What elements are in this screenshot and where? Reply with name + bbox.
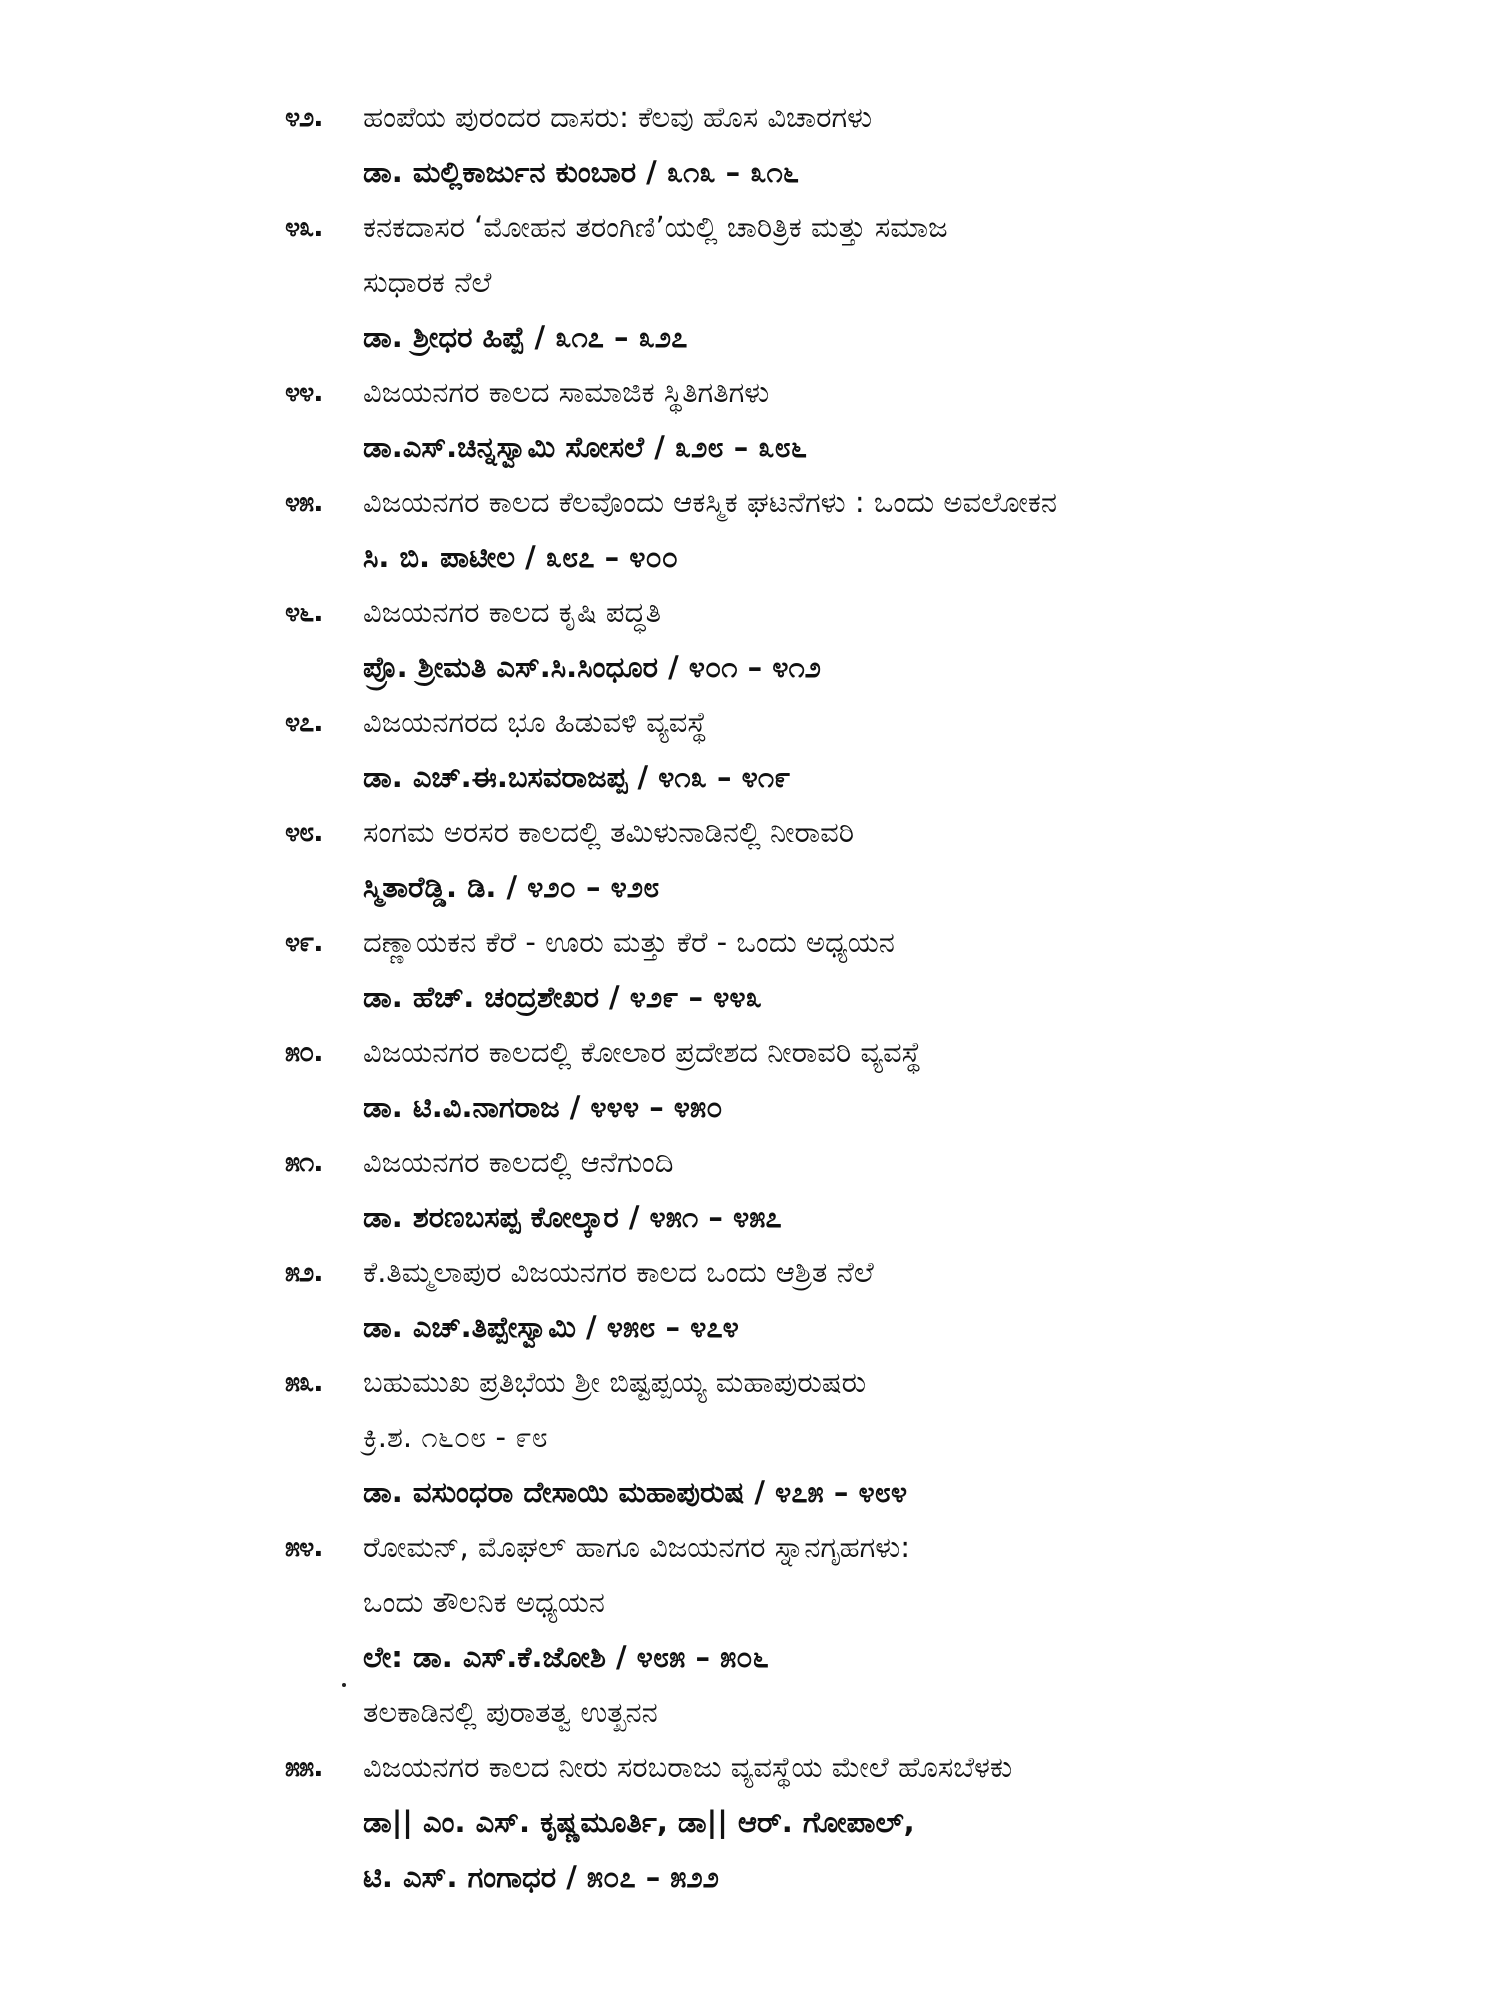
entry-title-line: ವಿಜಯನಗರ ಕಾಲದ ಕೆಲವೊಂದು ಆಕಸ್ಮಿಕ ಘಟನೆಗಳು : ಒಂದು ಅವಲೋಕನ <box>363 485 1058 519</box>
entry-number: ೫೨. <box>285 1257 323 1288</box>
contents-entry <box>285 475 1335 585</box>
entry-number: ೪೨. <box>285 102 323 133</box>
stray-ink-mark <box>342 1683 346 1687</box>
entry-title-line: ಒಂದು ತೌಲನಿಕ ಅಧ್ಯಯನ <box>363 1585 605 1619</box>
entry-author-pages: ಸಿ. ಬಿ. ಪಾಟೀಲ / ೩೮೭ – ೪೦೦ <box>363 540 678 574</box>
entry-title-line: ಕನಕದಾಸರ ‘ಮೋಹನ ತರಂಗಿಣಿ’ಯಲ್ಲಿ ಚಾರಿತ್ರಿಕ ಮತ್ತು ಸಮಾಜ <box>363 210 948 244</box>
entry-title-line: ರೋಮನ್, ಮೊಘಲ್ ಹಾಗೂ ವಿಜಯನಗರ ಸ್ನಾನಗೃಹಗಳು: <box>363 1530 911 1564</box>
entry-author-pages: ಡಾ. ಎಚ್.ತಿಪ್ಪೇಸ್ವಾಮಿ / ೪೫೮ – ೪೭೪ <box>363 1310 739 1344</box>
entry-number: ೫೦. <box>285 1037 323 1068</box>
entry-title-line: ವಿಜಯನಗರ ಕಾಲದ ನೀರು ಸರಬರಾಜು ವ್ಯವಸ್ಥೆಯ ಮೇಲೆ ಹೊಸಬೆಳಕು <box>363 1750 1013 1784</box>
entry-title-line: ಸಂಗಮ ಅರಸರ ಕಾಲದಲ್ಲಿ ತಮಿಳುನಾಡಿನಲ್ಲಿ ನೀರಾವರಿ <box>363 815 855 849</box>
entry-number: ೫೩. <box>285 1367 323 1398</box>
entry-author-pages: ಡಾ. ಟಿ.ವಿ.ನಾಗರಾಜ / ೪೪೪ – ೪೫೦ <box>363 1090 723 1124</box>
entry-title-line: ಸುಧಾರಕ ನೆಲೆ <box>363 265 492 299</box>
contents-entry <box>285 1740 1335 1905</box>
contents-entry <box>285 200 1335 365</box>
entry-author-pages: ಡಾ. ಶ್ರೀಧರ ಹಿಪ್ಪೆ / ೩೧೭ – ೩೨೭ <box>363 320 688 354</box>
entry-title-line: ದಣ್ಣಾಯಕನ ಕೆರೆ - ಊರು ಮತ್ತು ಕೆರೆ - ಒಂದು ಅಧ್ಯಯನ <box>363 925 895 959</box>
entry-title-line: ವಿಜಯನಗರ ಕಾಲದ ಸಾಮಾಜಿಕ ಸ್ಥಿತಿಗತಿಗಳು <box>363 375 770 409</box>
entry-number: ೪೫. <box>285 487 323 518</box>
entry-title-line: ಕೆ.ತಿಮ್ಮಲಾಪುರ ವಿಜಯನಗರ ಕಾಲದ ಒಂದು ಆಶ್ರಿತ ನೆಲೆ <box>363 1255 874 1289</box>
entry-title-line: ವಿಜಯನಗರ ಕಾಲದಲ್ಲಿ ಕೋಲಾರ ಪ್ರದೇಶದ ನೀರಾವರಿ ವ್ಯವಸ್ಥೆ <box>363 1035 922 1069</box>
contents-entry <box>285 695 1335 805</box>
entry-author-pages: ಲೇ: ಡಾ. ಎಸ್.ಕೆ.ಜೋಶಿ / ೪೮೫ – ೫೦೬ <box>363 1640 769 1674</box>
contents-list <box>285 90 1335 1905</box>
entry-number: ೪೭. <box>285 707 323 738</box>
entry-author-pages: ಡಾ. ಮಲ್ಲಿಕಾರ್ಜುನ ಕುಂಬಾರ / ೩೧೩ – ೩೧೬ <box>363 155 799 189</box>
entry-author-pages: ಡಾ. ವಸುಂಧರಾ ದೇಸಾಯಿ ಮಹಾಪುರುಷ / ೪೭೫ – ೪೮೪ <box>363 1475 908 1509</box>
contents-entry <box>285 365 1335 475</box>
entry-author-pages: ಡಾ. ಶರಣಬಸಪ್ಪ ಕೋಲ್ಕಾರ / ೪೫೧ – ೪೫೭ <box>363 1200 782 1234</box>
entry-author-pages: ಟಿ. ಎಸ್. ಗಂಗಾಧರ / ೫೦೭ – ೫೨೨ <box>363 1860 720 1894</box>
entry-number: ೪೮. <box>285 817 323 848</box>
entry-number: ೫೧. <box>285 1147 323 1178</box>
entry-title-line: ಕ್ರಿ.ಶ. ೧೬೦೮ - ೯೮ <box>363 1420 548 1454</box>
entry-number: ೫೫. <box>285 1752 323 1783</box>
contents-entry <box>285 1025 1335 1135</box>
entry-title-line: ವಿಜಯನಗರದ ಭೂ ಹಿಡುವಳಿ ವ್ಯವಸ್ಥೆ <box>363 705 707 739</box>
entry-number: ೪೬. <box>285 597 323 628</box>
entry-title-line: ತಲಕಾಡಿನಲ್ಲಿ ಪುರಾತತ್ವ ಉತ್ಖನನ <box>363 1695 658 1729</box>
entry-author-pages: ಸ್ಮಿತಾರೆಡ್ಡಿ. ಡಿ. / ೪೨೦ – ೪೨೮ <box>363 870 660 904</box>
contents-entry <box>285 90 1335 200</box>
contents-entry <box>285 1135 1335 1245</box>
entry-number: ೪೪. <box>285 377 323 408</box>
entry-author-pages: ಡಾ|| ಎಂ. ಎಸ್. ಕೃಷ್ಣಮೂರ್ತಿ, ಡಾ|| ಆರ್. ಗೋಪಾಲ್, <box>363 1805 915 1839</box>
entry-title-line: ವಿಜಯನಗರ ಕಾಲದಲ್ಲಿ ಆನೆಗುಂದಿ <box>363 1145 674 1179</box>
contents-entry <box>285 805 1335 915</box>
entry-number: ೪೩. <box>285 212 323 243</box>
entry-number: ೫೪. <box>285 1532 323 1563</box>
entry-number: ೪೯. <box>285 927 323 958</box>
entry-author-pages: ಪ್ರೊ. ಶ್ರೀಮತಿ ಎಸ್.ಸಿ.ಸಿಂಧೂರ / ೪೦೧ – ೪೧೨ <box>363 650 821 684</box>
contents-entry <box>285 1355 1335 1520</box>
entry-title-line: ವಿಜಯನಗರ ಕಾಲದ ಕೃಷಿ ಪದ್ಧತಿ <box>363 595 661 629</box>
entry-author-pages: ಡಾ.ಎಸ್.ಚಿನ್ನಸ್ವಾಮಿ ಸೋಸಲೆ / ೩೨೮ – ೩೮೬ <box>363 430 808 464</box>
entry-title-line: ಹಂಪೆಯ ಪುರಂದರ ದಾಸರು: ಕೆಲವು ಹೊಸ ವಿಚಾರಗಳು <box>363 100 873 134</box>
contents-entry <box>285 585 1335 695</box>
contents-entry <box>285 1245 1335 1355</box>
entry-title-line: ಬಹುಮುಖ ಪ್ರತಿಭೆಯ ಶ್ರೀ ಬಿಷ್ಟಪ್ಪಯ್ಯ ಮಹಾಪುರುಷರು <box>363 1365 867 1399</box>
entry-author-pages: ಡಾ. ಎಚ್.ಈ.ಬಸವರಾಜಪ್ಪ / ೪೧೩ – ೪೧೯ <box>363 760 791 794</box>
contents-entry <box>285 915 1335 1025</box>
contents-entry <box>285 1520 1335 1740</box>
entry-author-pages: ಡಾ. ಹೆಚ್. ಚಂದ್ರಶೇಖರ / ೪೨೯ – ೪೪೩ <box>363 980 762 1014</box>
